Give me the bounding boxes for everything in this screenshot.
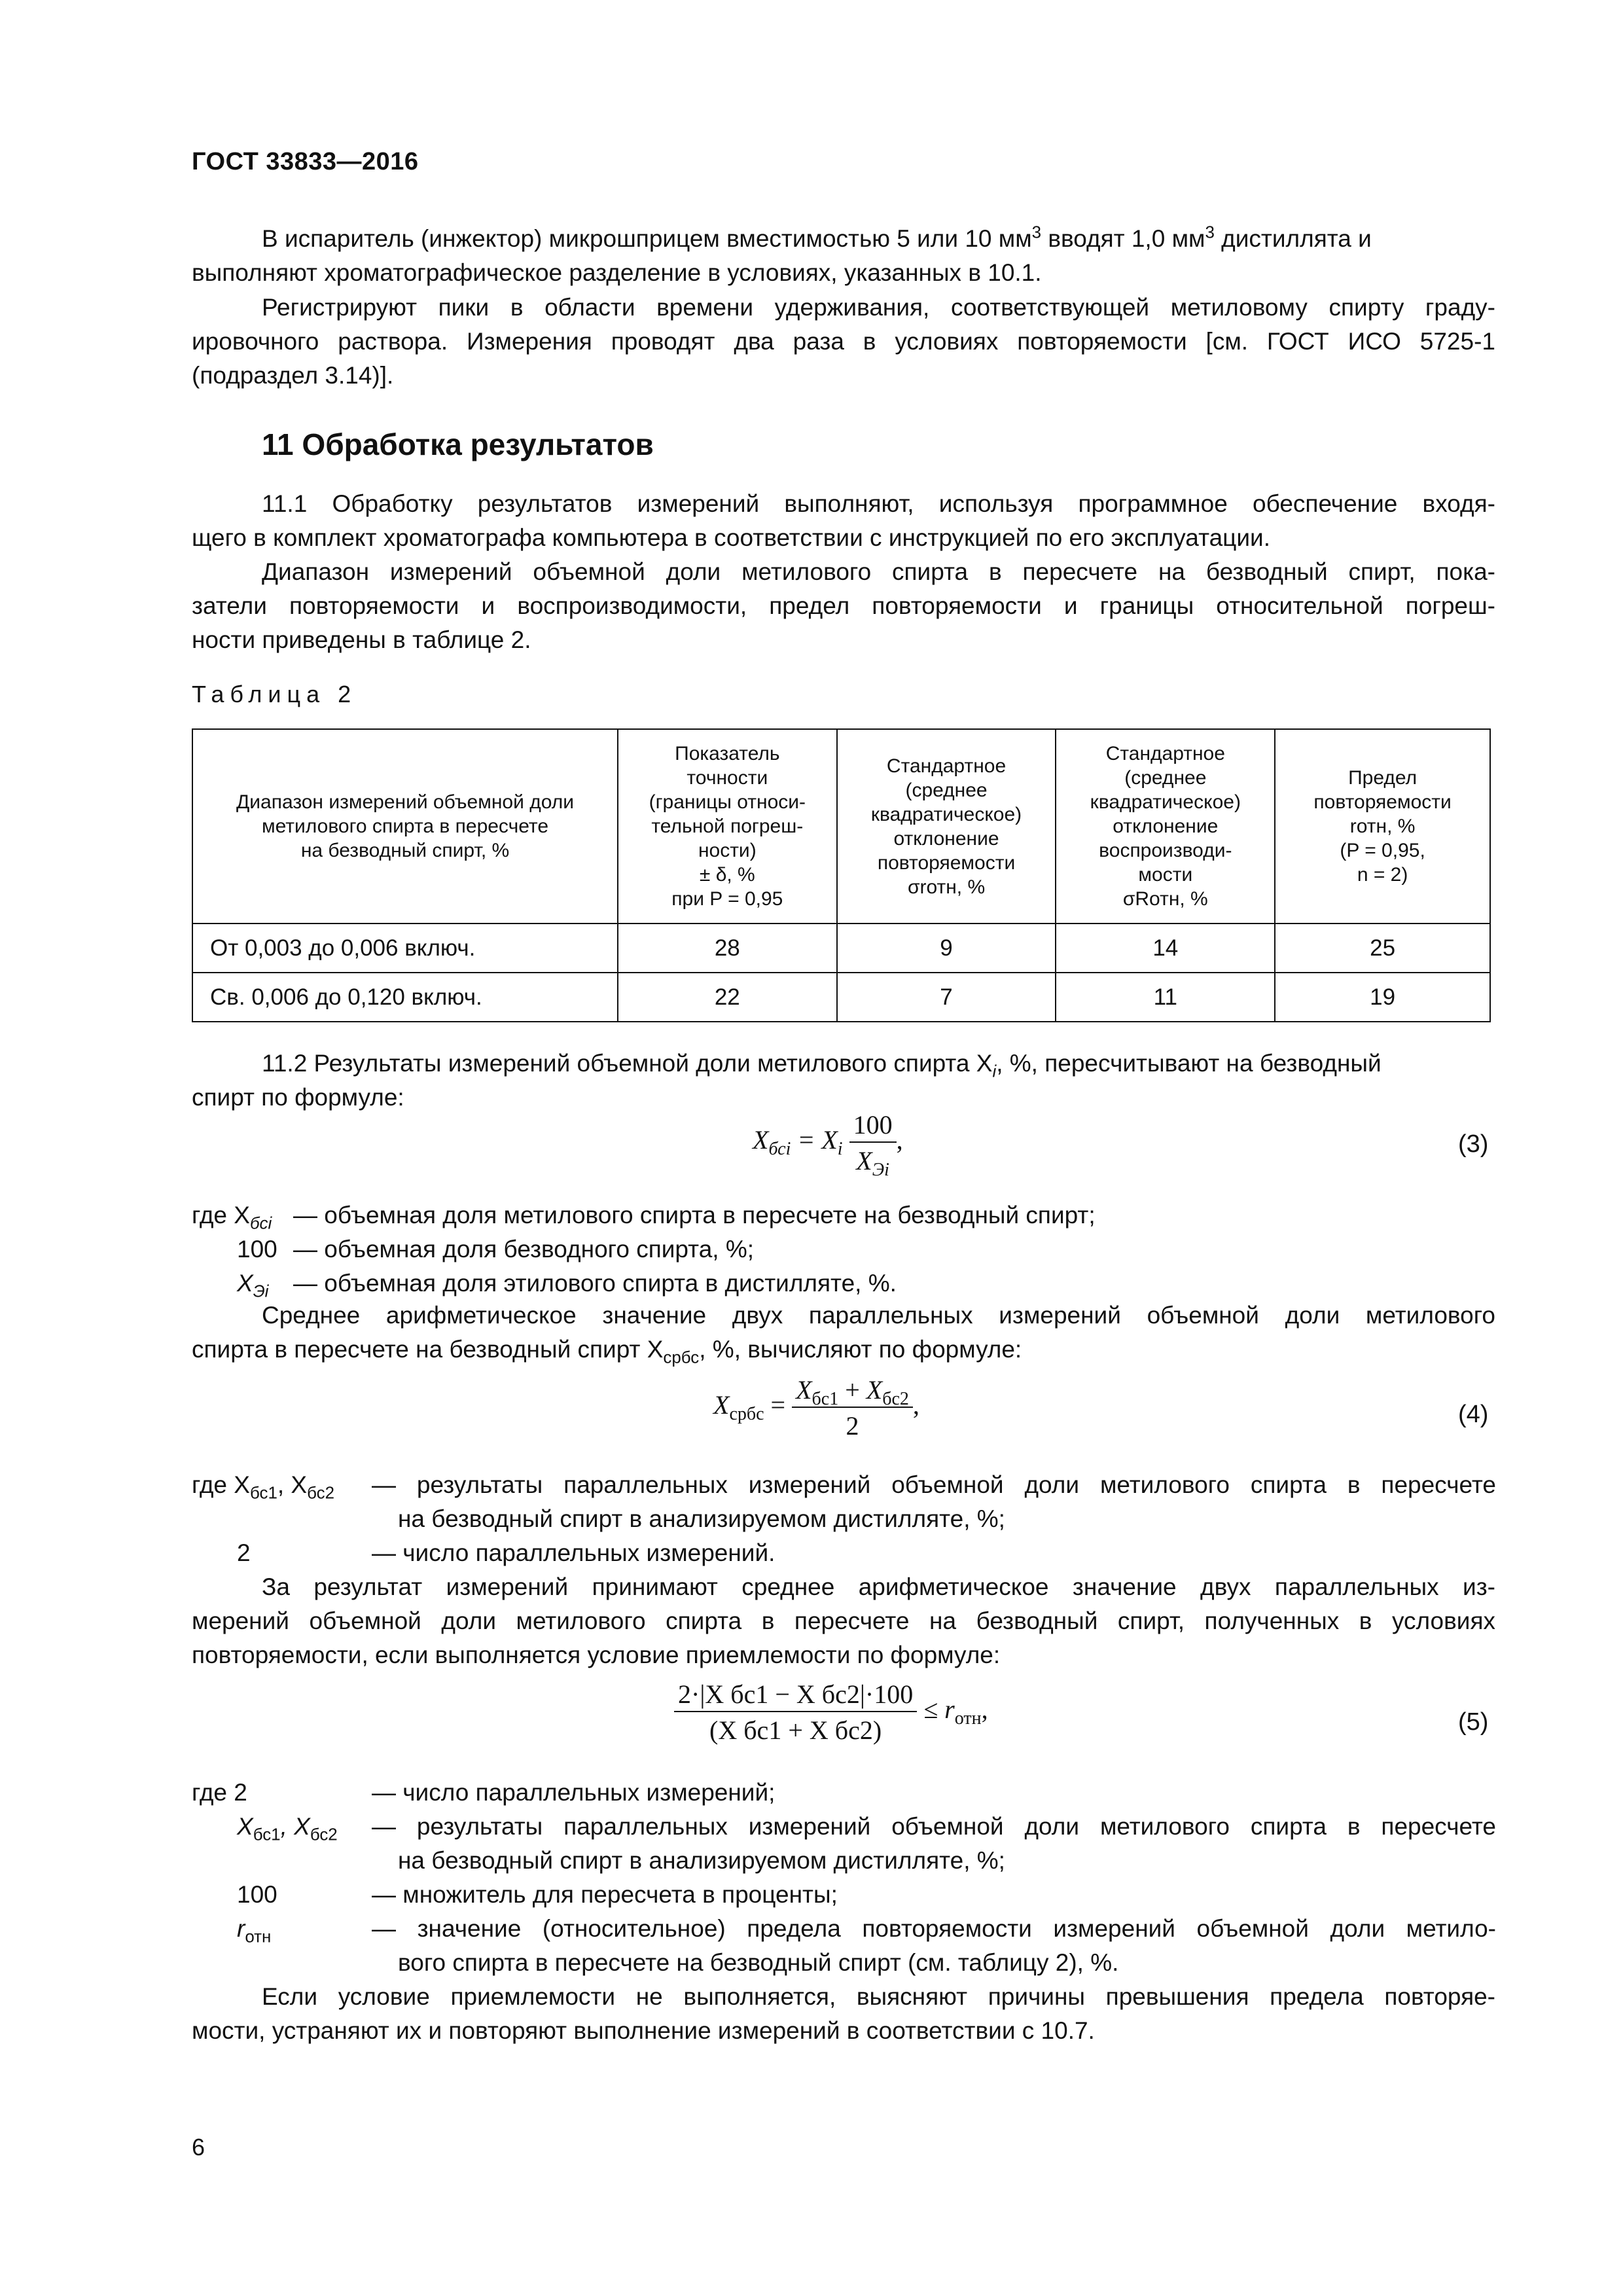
where-4-text: — число параллельных измерений. [372,1539,776,1566]
where-4-row: 2 [237,1539,251,1566]
header-repeatability-sd [837,729,1056,924]
header-line: квадратическое) [1090,791,1241,813]
table-header-row [192,729,1490,924]
header-line: (среднее [1124,767,1207,789]
formula-3 [753,1109,903,1180]
header-line: на безводный спирт, % [300,840,510,861]
where-symbol: где X [192,1471,250,1498]
superscript: 3 [1031,223,1042,242]
header-line: n = 2) [1357,864,1408,886]
header-line: отклонение [893,827,999,850]
header-reproducibility-sd [1056,729,1275,924]
where-symbol: X [237,1270,253,1297]
table-cell: 14 [1056,924,1275,973]
intro-paragraph-1-line-2: выполняют хроматографическое разделение в условиях, указанных в 10.1. [192,259,1042,286]
header-line: повторяемости [1313,791,1452,813]
plus-sign: + [845,1375,860,1405]
comma: , [981,1695,988,1725]
header-line: ности) [698,840,757,861]
text-run: дистиллята и [1214,225,1372,252]
where-5-row [237,1810,338,1843]
header-line: тельной погреш- [651,816,804,837]
where-3-text: — объемная доля безводного спирта, %; [293,1236,755,1263]
formula-4-number: (4) [1458,1401,1489,1428]
text-run: , %, вычисляют по формуле: [699,1336,1022,1363]
formula-5-number: (5) [1458,1708,1489,1736]
para-result-line-1: За результат измерений принимают среднее арифметическое значение двух параллельных из- [262,1573,1495,1600]
table-cell: 22 [618,973,837,1022]
header-line: воспроизводи- [1099,840,1232,861]
header-accuracy [618,729,837,924]
where-symbol: r [237,1915,245,1942]
where-4-text: на безводный спирт в анализируемом дистилляте, %; [398,1505,1005,1532]
header-line: (P = 0,95, [1340,840,1425,861]
denominator: (X бс1 + X бс2) [709,1715,882,1745]
math-symbol: X [856,1146,872,1175]
fraction [792,1374,913,1441]
subscript: србс [729,1404,764,1425]
subscript: бс2 [310,1825,338,1844]
fraction [674,1679,917,1746]
subscript: отн [954,1708,982,1729]
subscript: Эi [253,1282,269,1301]
comma: , [896,1125,903,1155]
para-range-line-3: ности приведены в таблице 2. [192,626,531,653]
header-repeatability-limit [1275,729,1490,924]
subscript: бс1 [253,1825,281,1844]
numerator: 100 [849,1109,897,1143]
page-number: 6 [192,2134,205,2161]
where-3-row [192,1199,272,1232]
table-caption: Таблица 2 [192,681,357,708]
header-range [192,729,618,924]
subscript: бс2 [307,1484,334,1503]
para-11-2-line-1 [262,1047,1495,1080]
intro-paragraph-2-line-3: (подраздел 3.14)]. [192,362,394,389]
table-row [192,924,1490,973]
table-row [192,973,1490,1022]
header-line: Диапазон измерений объемной доли [236,791,575,813]
header-line: мости [1138,864,1193,886]
text-run: , %, пересчитывают на безводный [996,1050,1382,1077]
intro-paragraph-2-line-1: Регистрируют пики в области времени удерживания, соответствующей метиловому спирту граду- [262,294,1495,321]
equals-sign: = [770,1390,786,1420]
math-symbol: X [866,1375,883,1405]
section-title: 11 Обработка результатов [262,427,654,461]
numerator [792,1374,913,1408]
para-range-line-2: затели повторяемости и воспроизводимости, предел повторяемости и границы относительной погреш- [192,592,1495,619]
where-5-text: на безводный спирт в анализируемом дистилляте, %; [398,1847,1005,1874]
header-line: σRотн, % [1122,888,1208,910]
math-symbol: X [713,1390,730,1420]
para-11-1-line-1: 11.1 Обработку результатов измерений выполняют, используя программное обеспечение входя- [262,490,1495,517]
where-5-row: где 2 [192,1779,247,1806]
where-5-text: — результаты параллельных измерений объемной доли метилового спирта в пересчете [372,1813,1496,1840]
where-5-text: — значение (относительное) предела повторяемости измерений объемной доли метило- [372,1915,1496,1942]
header-line: σrотн, % [907,876,986,898]
text-run: В испаритель (инжектор) микрошприцем вместимостью 5 или 10 мм [262,225,1032,252]
where-4-row [192,1469,334,1501]
intro-paragraph-1-line-1 [262,223,1492,255]
para-mean-line-2 [192,1333,1022,1366]
where-symbol: X [237,1813,253,1840]
para-11-2-line-2: спирт по формуле: [192,1084,404,1111]
header-line: точности [687,767,768,789]
math-symbol: X [753,1125,769,1155]
comma: , [912,1390,919,1420]
math-symbol: X [796,1375,812,1405]
where-3-row [237,1267,268,1300]
header-line: (границы относи- [649,791,806,813]
para-result-line-2: мерений объемной доли метилового спирта в пересчете на безводный спирт, полученных в условиях [192,1607,1495,1634]
para-result-line-3: повторяемости, если выполняется условие приемлемости по формуле: [192,1641,1001,1668]
header-line: Стандартное [886,755,1007,777]
subscript: бс1 [249,1484,277,1503]
document-header: ГОСТ 33833—2016 [192,148,419,175]
where-4-text: — результаты параллельных измерений объемной доли метилового спирта в пересчете [372,1471,1496,1498]
subscript: i [992,1062,997,1081]
para-final-line-1: Если условие приемлемости не выполняется, выясняют причины превышения предела повторяе- [262,1983,1495,2010]
table-cell: 11 [1056,973,1275,1022]
where-5-row: 100 [237,1881,277,1908]
header-line: rотн, % [1349,816,1416,837]
header-line: отклонение [1113,816,1219,837]
math-symbol: ≤ r [923,1695,955,1725]
table-2 [192,728,1491,1022]
header-line: Предел [1348,767,1418,789]
intro-paragraph-2-line-2: ировочного раствора. Измерения проводят два раза в условиях повторяемости [см. ГОСТ ИСО 5725-1 [192,328,1495,355]
table-cell: 9 [837,924,1056,973]
subscript: бс2 [882,1389,909,1409]
formula-3-number: (3) [1458,1130,1489,1158]
table-cell: Св. 0,006 до 0,120 включ. [192,973,618,1022]
header-line: метилового спирта в пересчете [261,816,549,837]
formula-4 [713,1374,919,1441]
where-5-text: — число параллельных измерений; [372,1779,776,1806]
where-symbol: где X [192,1202,250,1229]
para-11-1-line-2: щего в комплект хроматографа компьютера в соответствии с инструкцией по его эксплуатации. [192,524,1270,551]
formula-5 [674,1679,988,1746]
math-symbol: = X [797,1125,838,1155]
header-line: Стандартное [1105,743,1225,764]
where-5-row [237,1912,271,1945]
header-line: (среднее [905,779,988,801]
para-final-line-2: мости, устраняют их и повторяют выполнение измерений в соответствии с 10.7. [192,2017,1095,2044]
table-cell: 28 [618,924,837,973]
where-3-row: 100 [237,1236,277,1263]
subscript: бс1 [812,1389,839,1409]
subscript: србс [663,1348,700,1367]
numerator: 2·|X бс1 − X бс2|·100 [674,1679,917,1712]
table-cell: 7 [837,973,1056,1022]
where-3-text: — объемная доля этилового спирта в дистилляте, %. [293,1270,897,1297]
text-run: спирта в пересчете на безводный спирт X [192,1336,664,1363]
subscript: Эi [872,1160,889,1180]
denominator: 2 [846,1411,859,1441]
header-line: квадратическое) [870,803,1022,825]
subscript: бсi [249,1214,272,1233]
denominator [849,1143,897,1180]
fraction [849,1109,897,1180]
header-line: повторяемости [877,852,1016,874]
header-line: при P = 0,95 [671,888,783,910]
para-mean-line-1: Среднее арифметическое значение двух параллельных измерений объемной доли метилового [262,1302,1495,1329]
subscript: бсi [768,1139,791,1160]
header-line: Показатель [675,743,780,764]
subscript: i [837,1139,843,1160]
where-3-text: — объемная доля метилового спирта в пересчете на безводный спирт; [293,1202,1096,1229]
where-5-text: вого спирта в пересчете на безводный спирт (см. таблицу 2), %. [398,1949,1119,1976]
text-run: 11.2 Результаты измерений объемной доли метилового спирта X [262,1050,993,1077]
text-run: вводят 1,0 мм [1041,225,1205,252]
table-cell: 19 [1275,973,1490,1022]
where-symbol: , X [280,1813,310,1840]
where-symbol: , X [277,1471,308,1498]
para-range-line-1: Диапазон измерений объемной доли метилового спирта в пересчете на безводный спирт, пока- [262,558,1495,585]
table-cell: 25 [1275,924,1490,973]
table-cell: От 0,003 до 0,006 включ. [192,924,618,973]
where-5-text: — множитель для пересчета в проценты; [372,1881,838,1908]
subscript: отн [245,1928,272,1946]
superscript: 3 [1205,223,1215,242]
header-line: ± δ, % [699,864,755,886]
